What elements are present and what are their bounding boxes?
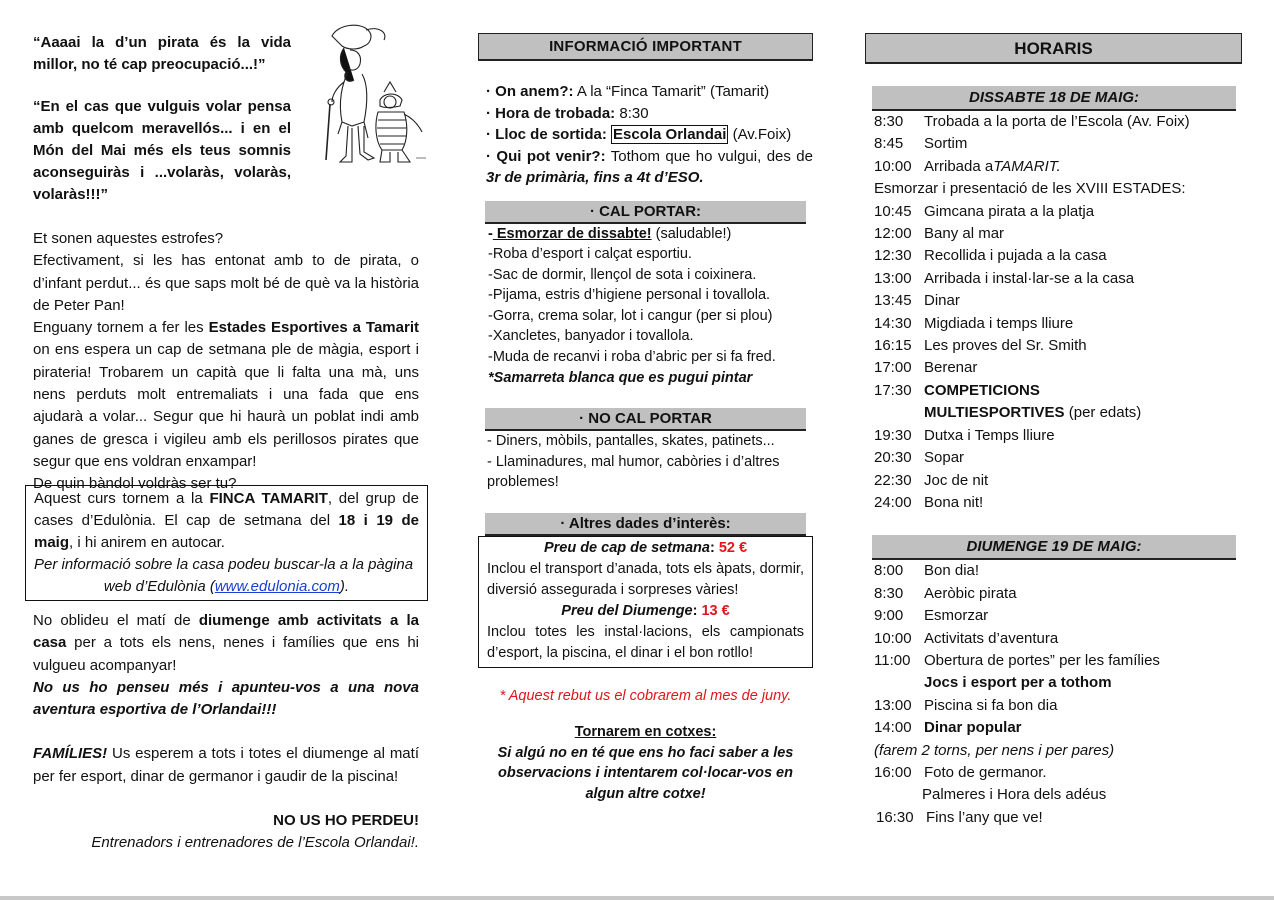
pirate-song-quote: “Aaaai la d’un pirata és la vida millor, no té cap preocupació...!”: [33, 34, 291, 73]
schedule-row-note: (farem 2 torns, per nens i per pares): [874, 741, 1115, 759]
intro-estades: Enguany tornem a fer les Estades Esportives a Tamarit on ens espera un cap de setmana ple de màgia, esport i pirateria! Trobarem un capità que li falta una mà, uns nens perduts molt entremaliats i una fada que ens ajudarà a volar... Segur que hi haurà un poblat indi amb ganes de gresca i vigileu amb els perillosos pirates que segur que ens voldran enxampar!: [33, 319, 419, 470]
page-bottom-edge: [0, 896, 1274, 900]
bring-header: · CAL PORTAR:: [485, 201, 806, 224]
cars-title: Tornarem en cotxes:: [574, 724, 717, 741]
prices-box: [478, 536, 813, 668]
closing-line: NO US HO PERDEU!: [273, 812, 419, 830]
sunday-price: Preu del Diumenge: 13 €: [561, 603, 730, 620]
other-info-header: · Altres dades d’interès:: [485, 513, 806, 536]
weekend-price: Preu de cap de setmana: 52 €: [543, 540, 748, 557]
schedule-row: 13:45 Dinar: [874, 292, 960, 310]
info-departure-place: · Lloc de sortida: Escola Orlandai (Av.Foix): [486, 126, 792, 143]
saturday-schedule: [865, 111, 1242, 514]
left-column: [33, 32, 419, 496]
schedule-row: 17:30 COMPETICIONS: [874, 381, 1040, 399]
signup-call: No us ho penseu més i apunteu-vos a una nova aventura esportiva de l’Orlandai!!!: [33, 678, 419, 719]
schedule-row: 11:00 Obertura de portes” per les famílies: [874, 651, 1160, 669]
schedule-row: 13:00 Arribada i instal·lar-se a la casa: [874, 269, 1135, 287]
important-info-header: INFORMACIÓ IMPORTANT: [478, 33, 813, 61]
bring-item: -Roba d’esport i calçat esportiu.: [488, 246, 692, 263]
schedule-row-continued: MULTIESPORTIVES (per edats): [924, 404, 1142, 422]
info-where: · On anem?: A la “Finca Tamarit” (Tamarit): [486, 83, 770, 100]
info-meeting-time: · Hora de trobada: 8:30: [486, 104, 649, 122]
middle-column: [478, 33, 813, 804]
not-bring-item: - Llaminadures, mal humor, cabòries i d’altres problemes!: [487, 453, 780, 491]
schedule-row: 17:00 Berenar: [874, 359, 978, 377]
not-bring-list: [478, 431, 813, 493]
bring-item: -Muda de recanvi i roba d’abric per si fa fred.: [488, 349, 776, 366]
bring-list: [479, 224, 813, 389]
schedule-row: 9:00 Esmorzar: [874, 607, 989, 625]
peter-pan-quote: “En el cas que vulguis volar pensa amb quelcom meravellós... i en el Món del Mai més els teus somnis aconseguiràs i ...volaràs, volaràs, volaràs!!!”: [33, 98, 291, 203]
house-info-note: Per informació sobre la casa podeu buscar-la a la pàgina: [34, 556, 414, 573]
cars-section: [478, 722, 813, 804]
important-info-list: [478, 81, 813, 189]
payment-note: * Aquest rebut us el cobrarem al mes de juny.: [499, 688, 792, 705]
schedule-row: 16:15 Les proves del Sr. Smith: [874, 337, 1087, 355]
schedule-row: 22:30 Joc de nit: [874, 471, 989, 489]
estades-highlight: Estades Esportives a Tamarit: [208, 319, 419, 337]
schedule-row: 20:30 Sopar: [874, 449, 965, 467]
not-bring-header: · NO CAL PORTAR: [485, 408, 806, 431]
schedule-row: 16:00 Foto de germanor.: [874, 763, 1047, 781]
bring-item: -Sac de dormir, llençol de sota i coixinera.: [488, 266, 757, 283]
intro-side-question: De quin bàndol voldràs ser tu?: [33, 475, 237, 493]
sunday-activities-text: No oblideu el matí de diumenge amb activitats a la casa per a tots els nens, nenes i famílies que ens hi vulgueu acompanyar!: [33, 612, 419, 674]
signature: Entrenadors i entrenadores de l’Escola Orlandai!.: [91, 834, 419, 852]
schedule-row: 8:30 Aeròbic pirata: [874, 584, 1017, 602]
sunday-schedule: [865, 560, 1242, 829]
intro-text: [33, 228, 419, 496]
schedule-row: 16:30 Fins l’any que ve!: [876, 808, 1043, 826]
families-text: FAMÍLIES! Us esperem a tots i totes el diumenge al matí per fer esport, dinar de germanor i gaudir de la piscina!: [33, 745, 419, 785]
schedule-row: 10:00 Activitats d’aventura: [874, 629, 1059, 647]
right-column: [865, 33, 1242, 829]
schedule-row: 12:30 Recollida i pujada a la casa: [874, 247, 1107, 265]
not-bring-item: - Diners, mòbils, pantalles, skates, patinets...: [487, 433, 775, 450]
schedule-row: 10:00 Arribada a TAMARIT.: [874, 157, 1061, 175]
intro-question: Et sonen aquestes estrofes?: [33, 230, 224, 247]
finca-tamarit-box: [25, 485, 428, 601]
bring-item: - Esmorzar de dissabte! (saludable!): [488, 225, 732, 242]
schedule-row: 24:00 Bona nit!: [874, 493, 984, 511]
intro-peter-pan: Efectivament, si les has entonat amb to de pirata, o d’infant perdut... és que saps molt bé de què va la història de Peter Pan!: [33, 252, 419, 314]
pirate-illustration-icon: [318, 22, 430, 170]
sunday-header: DIUMENGE 19 DE MAIG:: [872, 535, 1236, 560]
schedule-row: 19:30 Dutxa i Temps lliure: [874, 426, 1055, 444]
schedule-row: Esmorzar i presentació de les XVIII ESTADES:: [874, 180, 1186, 198]
schedule-row-continued: Jocs i esport per a tothom: [924, 674, 1112, 692]
bring-item: -Pijama, estris d’higiene personal i tovallola.: [488, 287, 771, 304]
cars-text: Si algú no en té que ens ho faci saber a les observacions i intentarem col·locar-vos en algun altre cotxe!: [497, 744, 794, 802]
left-column-bottom: [33, 610, 419, 855]
schedule-row: 14:30 Migdiada i temps lliure: [874, 314, 1074, 332]
info-who-can-come: · Qui pot venir?: Tothom que ho vulgui, des de 3r de primària, fins a 4t d’ESO.: [486, 147, 813, 186]
weekend-price-desc: Inclou el transport d’anada, tots els àpats, dormir, diversió assegurada i sorpreses vàries!: [487, 561, 804, 599]
schedule-row: 10:45 Gimcana pirata a la platja: [874, 202, 1095, 220]
schedule-row: 8:00 Bon dia!: [874, 562, 980, 580]
saturday-header: DISSABTE 18 DE MAIG:: [872, 86, 1236, 111]
sunday-price-desc: Inclou totes les instal·lacions, els campionats d’esport, la piscina, el dinar i el bon rotllo!: [487, 624, 804, 662]
bring-note: *Samarreta blanca que es pugui pintar: [488, 369, 753, 386]
schedule-row: 12:00 Bany al mar: [874, 225, 1005, 243]
schedule-row: 8:45 Sortim: [874, 135, 968, 153]
schedule-row: 8:30 Trobada a la porta de l’Escola (Av. Foix): [874, 113, 1190, 130]
bring-item: -Xancletes, banyador i tovallola.: [488, 328, 694, 345]
edulonia-link[interactable]: www.edulonia.com: [214, 578, 340, 595]
bring-item: -Gorra, crema solar, lot i cangur (per si plou): [488, 307, 773, 324]
finca-info: Aquest curs tornem a la FINCA TAMARIT, del grup de cases d’Edulònia. El cap de setmana del 18 i 19 de maig, i hi anirem en autocar.: [34, 490, 419, 551]
schedule-row-continued: Palmeres i Hora dels adéus: [922, 786, 1107, 804]
website-line: web d’Edulònia (www.edulonia.com).: [103, 578, 350, 595]
schedule-row: 13:00 Piscina si fa bon dia: [874, 696, 1058, 714]
schedule-row: 14:00 Dinar popular: [874, 719, 1022, 737]
schedule-header: HORARIS: [865, 33, 1242, 64]
